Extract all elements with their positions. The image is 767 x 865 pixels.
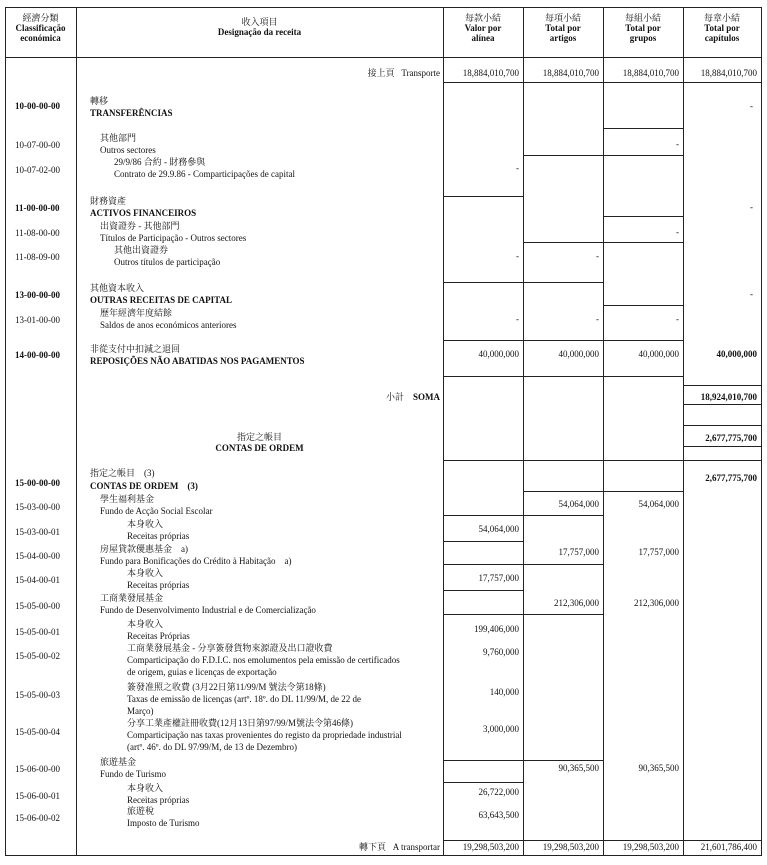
header-classification-pt1: Classificação — [15, 23, 66, 33]
header-col4-zh: 每章小結 — [703, 13, 740, 23]
row-label-zh: 轉移 — [90, 96, 109, 106]
ordem-v1: 3,000,000 — [483, 724, 519, 734]
ordem-code: 15-06-00-02 — [15, 813, 60, 823]
box-line — [603, 216, 683, 217]
ordem-code: 15-03-00-01 — [15, 527, 60, 537]
row-v2: - — [596, 314, 599, 324]
ordem-label-pt: Fundo para Bonificações do Crédito à Habitação a) — [100, 556, 292, 566]
row-label-pt: ACTIVOS FINANCEIROS — [90, 208, 197, 218]
ordem-label-zh: 工商業發展基金 - 分享簽發貨物來源證及出口證收費 — [127, 643, 333, 653]
header-col2-pt1: Total por — [545, 23, 581, 33]
row-label-zh: 非從支付中扣減之退回 — [90, 344, 181, 354]
transport-label — [300, 68, 440, 79]
col-divider-artigos — [603, 7, 604, 856]
row-label-pt: Outros títulos de participação — [114, 257, 221, 267]
ordem-label-pt: de origem, guias e licenças de exportação — [127, 667, 277, 677]
row-v4: - — [750, 202, 753, 212]
row-v1: - — [516, 163, 519, 173]
row-label-zh: 其他部門 — [100, 133, 137, 143]
transport-v4: 18,884,010,700 — [700, 68, 757, 78]
box-line — [603, 242, 683, 243]
table-left-border — [5, 7, 6, 856]
soma-label-pt: SOMA — [413, 392, 440, 402]
ordem-code: 15-05-00-02 — [15, 651, 60, 661]
ordem-code: 15-03-00-00 — [15, 502, 60, 512]
header-col2-pt2: artigos — [549, 33, 577, 43]
ordem-code: 15-05-00-00 — [15, 601, 60, 611]
header-col3-pt1: Total por — [625, 23, 661, 33]
header-col1-zh: 每款小結 — [464, 13, 501, 23]
box-line — [443, 564, 523, 565]
ordem-code: 15-06-00-00 — [15, 764, 60, 774]
ordem-title-v4: 2,677,775,700 — [705, 433, 757, 443]
row-code: 14-00-00-00 — [15, 350, 60, 360]
transport-v2: 18,884,010,700 — [542, 68, 599, 78]
row-label-zh: 出資證券 - 其他部門 — [100, 221, 180, 231]
box-line — [523, 760, 603, 761]
ordem-code: 15-05-00-03 — [15, 690, 60, 700]
row-label-pt: Títulos de Participação - Outros sectores — [100, 233, 247, 243]
ordem-v2: 90,365,500 — [558, 763, 599, 773]
header-col3-zh: 每組小結 — [624, 13, 661, 23]
row-v1: - — [516, 314, 519, 324]
box-line — [603, 155, 683, 156]
header-designation-zh: 收入項目 — [241, 17, 278, 27]
ordem-label-pt: Receitas próprias — [127, 795, 190, 805]
table-top-border — [5, 7, 761, 8]
box-line — [443, 340, 683, 341]
ordem-label-zh: 指定之帳目 (3) — [90, 468, 155, 478]
ordem-label-pt: Imposto de Turismo — [127, 818, 200, 828]
ordem-title — [76, 432, 443, 454]
row-v4: - — [750, 101, 753, 111]
carry-v3: 19,298,503,200 — [622, 842, 679, 852]
row-code: 13-01-00-00 — [15, 315, 60, 325]
carry-v4: 21,601,786,400 — [700, 842, 757, 852]
ordem-v1: 54,064,000 — [478, 524, 519, 534]
ordem-title-zh: 指定之帳目 — [236, 432, 282, 442]
ordem-label-zh: 旅遊基金 — [100, 757, 137, 767]
box-line — [443, 782, 523, 783]
header-col1-pt1: Valor por — [464, 23, 502, 33]
ordem-v2: 212,306,000 — [554, 598, 599, 608]
box-line — [523, 491, 603, 492]
ordem-code: 15-05-00-04 — [15, 727, 60, 737]
table-bottom-border — [5, 855, 761, 856]
ordem-label-zh: 工商業發展基金 — [100, 593, 164, 603]
box-line — [683, 446, 761, 447]
transport-label-zh: 接上頁 — [367, 68, 395, 78]
row-label-pt: Saldos de anos económicos anteriores — [100, 320, 237, 330]
row-v3: - — [676, 139, 679, 149]
header-designation-pt: Designação da receita — [217, 27, 302, 37]
header-col1-pt2: alínea — [471, 33, 495, 43]
header-designation — [76, 17, 443, 37]
row-code: 11-08-00-00 — [15, 228, 60, 238]
ordem-label-pt: Receitas próprias — [127, 531, 190, 541]
box-line — [523, 515, 603, 516]
row-code: 10-07-00-00 — [15, 140, 60, 150]
box-line — [443, 282, 603, 283]
col-divider-alinea — [523, 7, 524, 856]
ordem-code: 15-04-00-00 — [15, 551, 60, 561]
box-line — [443, 541, 523, 542]
ordem-label-pt: CONTAS DE ORDEM (3) — [90, 481, 198, 491]
header-col1 — [443, 13, 523, 43]
row-label-zh: 歷年經濟年度結餘 — [100, 308, 173, 318]
header-col2-zh: 每項小結 — [544, 13, 581, 23]
row-code: 10-00-00-00 — [15, 101, 60, 111]
box-line — [443, 196, 523, 197]
ordem-code: 15-05-00-01 — [15, 627, 60, 637]
ordem-label-pt: (artº. 46º. do DL 97/99/M, de 13 de Dezembro) — [127, 742, 297, 752]
carry-label-zh: 轉下頁 — [358, 842, 386, 852]
box-line — [443, 376, 683, 377]
header-classification — [5, 13, 76, 43]
ordem-label-pt: Comparticipação do F.D.I.C. nos emolumentos pela emissão de certificados — [127, 655, 400, 665]
row-code: 11-08-09-00 — [15, 252, 60, 262]
ordem-v3: 212,306,000 — [634, 598, 679, 608]
ordem-v1: 26,722,000 — [478, 787, 519, 797]
ordem-code: 15-00-00-00 — [15, 478, 60, 488]
ordem-label-pt: Fundo de Turismo — [100, 769, 167, 779]
row-v3: - — [676, 227, 679, 237]
box-line — [603, 128, 683, 129]
row-label-zh: 其他出資證券 — [114, 245, 169, 255]
ordem-v1: 140,000 — [489, 687, 519, 697]
ordem-label-zh: 簽發准照之收費 (3月22日第11/99/M 號法令第18條) — [127, 682, 326, 692]
header-col3-pt2: grupos — [629, 33, 657, 43]
ordem-code: 15-04-00-01 — [15, 575, 60, 585]
transport-label-pt: Transporte — [401, 68, 440, 78]
row-v4: - — [750, 289, 753, 299]
ordem-label-pt: Março) — [127, 706, 154, 716]
box-line — [683, 385, 761, 386]
ordem-label-zh: 分享工業產權註冊收費(12月13日第97/99/M號法令第46條) — [127, 718, 353, 728]
row-v2: 40,000,000 — [558, 349, 599, 359]
header-classification-zh: 經濟分類 — [22, 13, 59, 23]
row-label-pt: REPOSIÇÕES NÃO ABATIDAS NOS PAGAMENTOS — [90, 356, 305, 366]
carry-label-pt: A transportar — [392, 842, 440, 852]
ordem-v1: 9,760,000 — [483, 647, 519, 657]
soma-v4: 18,924,010,700 — [700, 392, 757, 402]
ordem-label-zh: 旅遊稅 — [127, 806, 155, 816]
header-col4 — [683, 13, 761, 43]
transport-v3: 18,884,010,700 — [622, 68, 679, 78]
box-line — [443, 460, 761, 461]
box-line — [683, 425, 761, 426]
box-line — [443, 590, 523, 591]
ordem-v2: 54,064,000 — [558, 499, 599, 509]
row-code: 13-00-00-00 — [15, 290, 60, 300]
row-code: 10-07-02-00 — [15, 165, 60, 175]
header-col3 — [603, 13, 683, 43]
ordem-label-zh: 學生福利基金 — [100, 494, 155, 504]
row-v1: - — [516, 251, 519, 261]
ordem-label-zh: 本身收入 — [127, 619, 164, 629]
row-v1: 40,000,000 — [478, 349, 519, 359]
ordem-v1: 63,643,500 — [478, 810, 519, 820]
ordem-v2: 17,757,000 — [558, 547, 599, 557]
ordem-label-pt: Fundo de Acção Social Escolar — [100, 506, 213, 516]
ordem-v1: 199,406,000 — [474, 624, 519, 634]
row-v3: - — [676, 314, 679, 324]
col-divider-grupos — [683, 7, 684, 856]
table-right-border — [761, 7, 762, 856]
soma-label — [300, 392, 440, 403]
row-label-zh: 其他資本收入 — [90, 283, 145, 293]
header-col4-pt1: Total por — [704, 23, 740, 33]
ordem-label-zh: 本身收入 — [127, 568, 164, 578]
header-classification-pt2: económica — [20, 33, 61, 43]
box-line — [523, 564, 603, 565]
header-col4-pt2: capítulos — [704, 33, 740, 43]
ordem-label-pt: Receitas Próprias — [127, 631, 190, 641]
ordem-label-pt: Comparticipação nas taxas provenientes do registo da propriedade industrial — [127, 730, 402, 740]
ordem-v4: 2,677,775,700 — [705, 473, 757, 483]
box-line — [523, 614, 603, 615]
ordem-label-zh: 房屋貸款優惠基金 a) — [100, 544, 188, 554]
box-line — [443, 760, 523, 761]
box-line — [523, 155, 603, 156]
box-line — [523, 242, 603, 243]
ordem-label-zh: 本身收入 — [127, 783, 164, 793]
soma-label-zh: 小計 — [385, 392, 404, 402]
box-line — [603, 491, 683, 492]
ordem-v3: 17,757,000 — [638, 547, 679, 557]
box-line — [683, 404, 761, 405]
transport-underline — [443, 82, 761, 83]
ordem-v1: 17,757,000 — [478, 573, 519, 583]
row-label-pt: OUTRAS RECEITAS DE CAPITAL — [90, 295, 232, 305]
ordem-code: 15-06-00-01 — [15, 791, 60, 801]
row-v2: - — [596, 251, 599, 261]
ordem-label-pt: Receitas próprias — [127, 580, 190, 590]
ordem-label-pt: Taxas de emissão de licenças (artº. 18º. do DL 11/99/M, de 22 de — [127, 694, 361, 704]
row-label-pt: TRANSFERÊNCIAS — [90, 108, 173, 118]
ordem-label-zh: 本身收入 — [127, 519, 164, 529]
ordem-v3: 54,064,000 — [638, 499, 679, 509]
box-line — [603, 305, 683, 306]
box-line — [443, 840, 761, 841]
row-v3: 40,000,000 — [638, 349, 679, 359]
header-bottom-border — [5, 57, 761, 58]
row-label-zh: 29/9/86 合約 - 財務參與 — [114, 157, 206, 167]
row-v4: 40,000,000 — [716, 349, 757, 359]
carry-label — [300, 842, 440, 853]
transport-v1: 18,884,010,700 — [462, 68, 519, 78]
box-line — [443, 614, 523, 615]
carry-v1: 19,298,503,200 — [462, 842, 519, 852]
row-label-pt: Outros sectores — [100, 145, 156, 155]
header-col2 — [523, 13, 603, 43]
row-code: 11-00-00-00 — [15, 203, 60, 213]
row-label-pt: Contrato de 29.9.86 - Comparticipações de capital — [114, 169, 295, 179]
row-label-zh: 財務資產 — [90, 196, 127, 206]
ordem-label-pt: Fundo de Desenvolvimento Industrial e de Comercialização — [100, 605, 316, 615]
ordem-title-pt: CONTAS DE ORDEM — [215, 443, 304, 453]
carry-v2: 19,298,503,200 — [542, 842, 599, 852]
ordem-v3: 90,365,500 — [638, 763, 679, 773]
box-line — [443, 515, 523, 516]
